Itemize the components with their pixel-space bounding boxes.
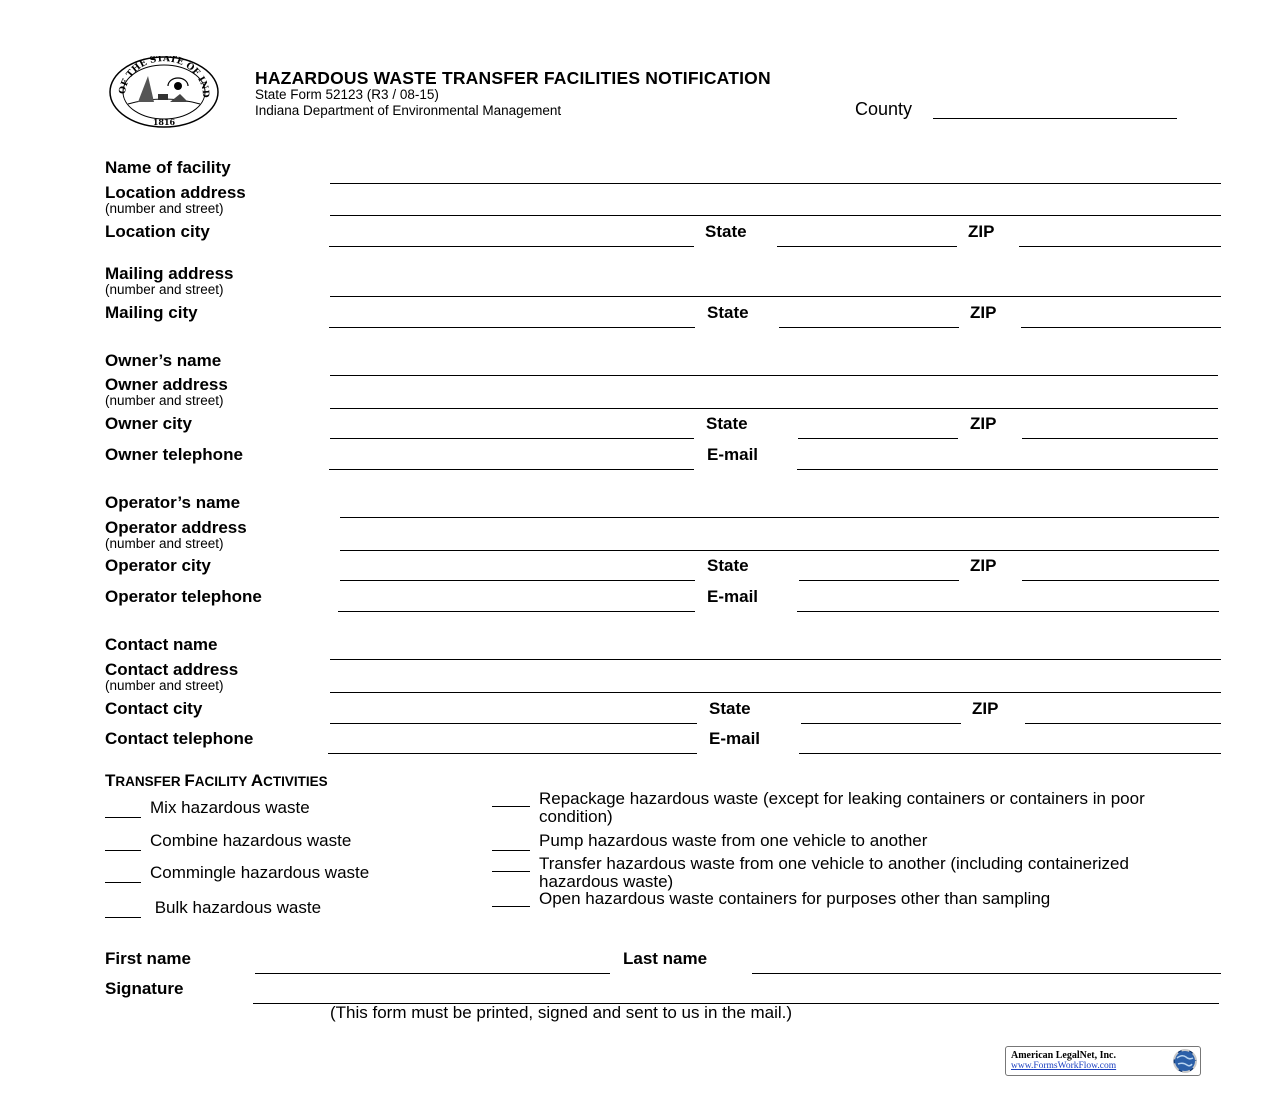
owner-telephone-field[interactable] xyxy=(329,469,694,470)
mailing-zip-label: ZIP xyxy=(970,303,997,322)
owner-name-field[interactable] xyxy=(330,375,1218,376)
form-title: HAZARDOUS WASTE TRANSFER FACILITIES NOTIFICATION xyxy=(255,68,771,88)
legalnet-url[interactable]: www.FormsWorkFlow.com xyxy=(1011,1061,1117,1071)
seal-text: OF THE STATE OF IND xyxy=(117,56,211,99)
mailing-address-sub: (number and street) xyxy=(105,282,224,297)
operator-telephone-label: Operator telephone xyxy=(105,587,262,606)
signature-label: Signature xyxy=(105,979,184,998)
mailing-city-field[interactable] xyxy=(329,327,695,328)
owner-email-label: E-mail xyxy=(707,445,759,464)
activity-pump: Pump hazardous waste from one vehicle to another xyxy=(539,831,928,850)
seal-year: 1816 xyxy=(152,117,176,127)
open-containers-checkbox-blank[interactable] xyxy=(492,906,530,907)
state-seal xyxy=(108,56,220,128)
activity-bulk: Bulk hazardous waste xyxy=(150,898,322,917)
contact-address-label: Contact address xyxy=(105,660,239,679)
owner-state-label: State xyxy=(706,414,748,433)
form-number: State Form 52123 (R3 / 08-15) xyxy=(255,87,439,102)
operator-state-label: State xyxy=(707,556,749,575)
contact-address-field[interactable] xyxy=(330,692,1221,693)
first-name-field[interactable] xyxy=(255,973,610,974)
contact-name-field[interactable] xyxy=(330,659,1221,660)
mailing-address-label: Mailing address xyxy=(105,264,234,283)
activity-combine: Combine hazardous waste xyxy=(150,831,352,850)
mail-instructions: (This form must be printed, signed and sent to us in the mail.) xyxy=(330,1003,793,1022)
operator-name-label: Operator’s name xyxy=(105,493,241,512)
operator-address-sub: (number and street) xyxy=(105,536,224,551)
commingle-checkbox-blank[interactable] xyxy=(105,882,141,883)
county-label: County xyxy=(855,99,913,119)
activity-transfer: Transfer hazardous waste from one vehicle to another (including containerized hazardous waste) xyxy=(539,854,1129,891)
owner-address-field[interactable] xyxy=(330,408,1218,409)
bulk-checkbox-blank[interactable] xyxy=(105,917,141,918)
location-zip-label: ZIP xyxy=(968,222,995,241)
operator-email-field[interactable] xyxy=(797,611,1219,612)
last-name-field[interactable] xyxy=(752,973,1221,974)
globe-icon xyxy=(1172,1048,1198,1079)
owner-city-field[interactable] xyxy=(330,438,694,439)
owner-zip-label: ZIP xyxy=(970,414,997,433)
contact-telephone-label: Contact telephone xyxy=(105,729,254,748)
contact-city-label: Contact city xyxy=(105,699,203,718)
contact-zip-label: ZIP xyxy=(972,699,999,718)
repackage-checkbox-blank[interactable] xyxy=(492,806,530,807)
location-city-label: Location city xyxy=(105,222,210,241)
operator-email-label: E-mail xyxy=(707,587,759,606)
contact-state-field[interactable] xyxy=(801,723,961,724)
activity-mix: Mix hazardous waste xyxy=(150,798,310,817)
legalnet-company: American LegalNet, Inc. xyxy=(1011,1050,1116,1061)
location-state-field[interactable] xyxy=(777,246,957,247)
operator-city-field[interactable] xyxy=(340,580,695,581)
mailing-state-field[interactable] xyxy=(779,327,959,328)
operator-address-field[interactable] xyxy=(340,550,1219,551)
pump-checkbox-blank[interactable] xyxy=(492,850,530,851)
mailing-state-label: State xyxy=(707,303,749,322)
operator-address-label: Operator address xyxy=(105,518,247,537)
facility-name-field[interactable] xyxy=(330,183,1221,184)
combine-checkbox-blank[interactable] xyxy=(105,850,141,851)
transfer-checkbox-blank[interactable] xyxy=(492,871,530,872)
contact-zip-field[interactable] xyxy=(1025,723,1221,724)
owner-email-field[interactable] xyxy=(797,469,1218,470)
last-name-label: Last name xyxy=(623,949,708,968)
activity-open-containers: Open hazardous waste containers for purposes other than sampling xyxy=(539,889,1051,908)
mailing-zip-field[interactable] xyxy=(1021,327,1221,328)
contact-address-sub: (number and street) xyxy=(105,678,224,693)
contact-state-label: State xyxy=(709,699,751,718)
operator-zip-label: ZIP xyxy=(970,556,997,575)
contact-name-label: Contact name xyxy=(105,635,218,654)
operator-name-field[interactable] xyxy=(340,517,1219,518)
operator-zip-field[interactable] xyxy=(1022,580,1219,581)
owner-state-field[interactable] xyxy=(798,438,958,439)
operator-state-field[interactable] xyxy=(799,580,959,581)
owner-address-label: Owner address xyxy=(105,375,228,394)
location-state-label: State xyxy=(705,222,747,241)
owner-city-label: Owner city xyxy=(105,414,192,433)
county-field[interactable] xyxy=(933,118,1177,119)
mailing-city-label: Mailing city xyxy=(105,303,198,322)
owner-name-label: Owner’s name xyxy=(105,351,222,370)
contact-email-label: E-mail xyxy=(709,729,761,748)
activities-heading: TRANSFER FACILITY ACTIVITIES xyxy=(105,771,328,790)
operator-telephone-field[interactable] xyxy=(338,611,695,612)
location-zip-field[interactable] xyxy=(1019,246,1221,247)
activity-commingle: Commingle hazardous waste xyxy=(150,863,370,882)
mailing-address-field[interactable] xyxy=(330,296,1221,297)
activity-repackage: Repackage hazardous waste (except for leaking containers or containers in poor condition) xyxy=(539,789,1145,826)
owner-zip-field[interactable] xyxy=(1022,438,1218,439)
owner-telephone-label: Owner telephone xyxy=(105,445,243,464)
owner-address-sub: (number and street) xyxy=(105,393,224,408)
location-address-label: Location address xyxy=(105,183,246,202)
agency-name: Indiana Department of Environmental Management xyxy=(255,103,562,118)
first-name-label: First name xyxy=(105,949,191,968)
operator-city-label: Operator city xyxy=(105,556,211,575)
location-city-field[interactable] xyxy=(329,246,694,247)
location-address-sub: (number and street) xyxy=(105,201,224,216)
facility-name-label: Name of facility xyxy=(105,158,231,177)
contact-telephone-field[interactable] xyxy=(328,753,697,754)
legalnet-badge[interactable] xyxy=(1005,1046,1201,1076)
contact-email-field[interactable] xyxy=(799,753,1221,754)
location-address-field[interactable] xyxy=(330,215,1221,216)
contact-city-field[interactable] xyxy=(330,723,697,724)
mix-checkbox-blank[interactable] xyxy=(105,817,141,818)
